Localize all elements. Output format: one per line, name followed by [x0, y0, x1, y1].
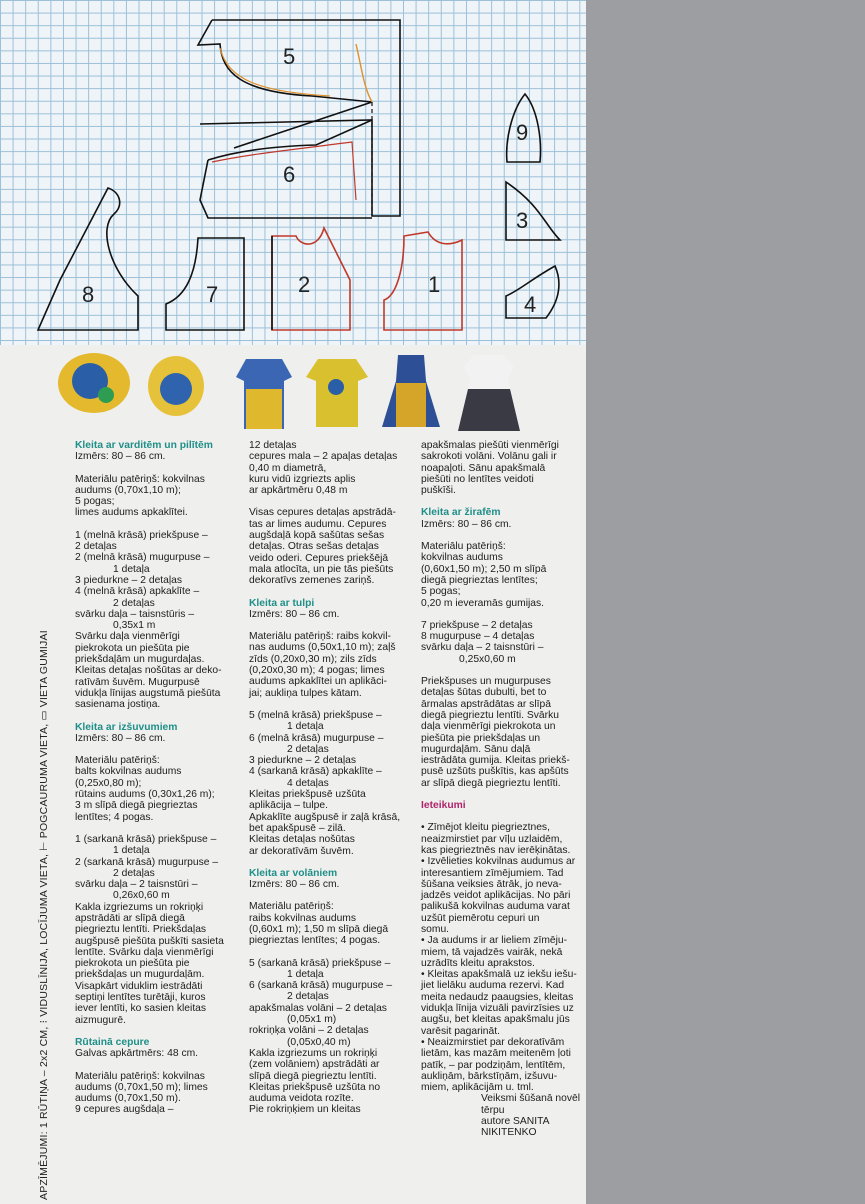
- text-column-1: [75, 440, 243, 1116]
- text-line: audums (0,70x1,10 m);: [75, 484, 181, 496]
- text-line: 2 detaļas: [75, 541, 117, 553]
- text-line: Kleitas detaļas nošūtas: [249, 834, 355, 846]
- text-line: 3 piedurkne – 2 detaļas: [249, 755, 357, 767]
- text-line: aukliņām, bārkstīņām, izšuvu-: [421, 1070, 558, 1082]
- text-line: noapaļoti. Sānu apakšmalā: [421, 462, 546, 474]
- text-line: kokvilnas audums: [421, 552, 503, 564]
- text-line: Materiālu patēriņš:: [249, 901, 334, 913]
- text-line: Izmērs: 80 – 86 cm.: [75, 732, 166, 744]
- text-line: bet apakšpusē – zilā.: [249, 822, 346, 834]
- text-line: aizmugurē.: [75, 1014, 126, 1026]
- text-line: 12 detaļas: [249, 440, 297, 451]
- text-line: audums (0,70x1,50 m).: [75, 1093, 181, 1105]
- text-line: 7 priekšpuse – 2 detaļas: [421, 619, 533, 631]
- text-line: ratīvām šuvēm. Mugurpusē: [75, 676, 200, 688]
- text-line: jai; aukliņa tulpes kātam.: [249, 687, 362, 699]
- text-line: pusē uzšūts puškītis, kas apšūts: [421, 766, 569, 778]
- text-line: Visas cepures detaļas apstrādā-: [249, 507, 396, 519]
- text-line: (zem volāniem) apstrādāti ar: [249, 1059, 380, 1071]
- text-line: tas ar limes audumu. Cepures: [249, 518, 387, 530]
- text-line: dekoratīvs zemenes zariņš.: [249, 575, 375, 587]
- text-line: šūšana veiksies ātrāk, jo neva-: [421, 878, 562, 890]
- spacer: [421, 530, 581, 541]
- text-line: interesantiem zīmējumiem. Tad: [421, 867, 564, 879]
- spacer: [421, 811, 581, 822]
- text-line: ar slīpā diegā piegrieztu lentīti.: [421, 777, 561, 789]
- sewing-patterns: [0, 0, 586, 345]
- text-line: ar dekoratīvām šuvēm.: [249, 845, 354, 857]
- section-heading: Kleita ar volāniem: [249, 867, 338, 879]
- text-line: aplikācija – tulpe.: [249, 800, 328, 812]
- text-line: Izmērs: 80 – 86 cm.: [421, 518, 512, 530]
- spacer: [249, 496, 409, 507]
- text-line: Kakla izgriezums un rokriņķi: [75, 901, 204, 913]
- section-heading: Kleita ar varditēm un pilītēm: [75, 440, 213, 451]
- spacer: [249, 857, 409, 868]
- text-line: augšdaļā kopā sašūtas sešas: [249, 530, 385, 542]
- text-line: vidukļa līnijas augstumā piešūta: [75, 687, 221, 699]
- text-line: Izmērs: 80 – 86 cm.: [75, 451, 166, 463]
- text-line: piešūti no lentītes veidoti: [421, 473, 534, 485]
- pattern-num-9: 9: [516, 120, 529, 145]
- text-line: apakšmalas volāni – 2 detaļas: [249, 1002, 387, 1014]
- dress-photo-4: [454, 347, 524, 433]
- text-line: 2 detaļas: [113, 597, 155, 609]
- text-line: 1 detaļa: [113, 563, 150, 575]
- text-line: • Kleitas apakšmalā uz iekšu iešu-: [421, 969, 577, 981]
- text-line: Materiālu patēriņš:: [421, 541, 506, 553]
- text-line: uzrādīts kleitu aprakstos.: [421, 957, 535, 969]
- dress-photo-1: [232, 349, 296, 433]
- text-line: augšu, bet kleitas apakšmalu jūs: [421, 1014, 570, 1026]
- text-line: svārku daļa – 2 taisnstūri –: [75, 879, 198, 891]
- text-line: (0,25x0,80 m);: [75, 777, 142, 789]
- text-line: piekrokota un piešūta pie: [75, 642, 190, 654]
- text-line: Materiālu patēriņš: kokvilnas: [75, 473, 205, 485]
- text-line: slīpā diegā piegrieztu lentīti.: [249, 1070, 377, 1082]
- text-line: 0,35x1 m: [113, 620, 156, 632]
- text-line: septiņi lentītes turētāji, kuros: [75, 992, 206, 1004]
- text-line: jadzēs veidot aplikācijas. No pāri: [421, 890, 571, 902]
- text-line: 1 (melnā krāsā) priekšpuse –: [75, 529, 208, 541]
- spacer: [75, 519, 243, 530]
- text-line: (0,60x1 m); 1,50 m slīpā diegā: [249, 923, 389, 935]
- section-heading: Kleita ar žirafēm: [421, 507, 501, 519]
- text-line: 8 mugurpuse – 4 detaļas: [421, 631, 535, 643]
- spacer: [75, 711, 243, 722]
- dress-photo-3: [378, 347, 444, 431]
- text-line: (0,05x0,40 m): [287, 1036, 351, 1048]
- text-line: audums apkaklītei un aplikāci-: [249, 676, 387, 688]
- text-line: Izmērs: 80 – 86 cm.: [249, 879, 340, 891]
- spacer: [421, 789, 581, 800]
- text-line: 2 detaļas: [287, 991, 329, 1003]
- section-heading: Rūtainā cepure: [75, 1036, 150, 1048]
- text-line: 1 detaļa: [287, 968, 324, 980]
- text-line: Izmērs: 80 – 86 cm.: [249, 608, 340, 620]
- text-line: Galvas apkārtmērs: 48 cm.: [75, 1048, 199, 1060]
- text-line: miem, aplikācijām u. tml.: [421, 1082, 534, 1094]
- text-line: 3 m slīpā diegā piegrieztas: [75, 800, 198, 812]
- text-line: 4 (melnā krāsā) apkaklīte –: [75, 586, 200, 598]
- text-line: 0,26x0,60 m: [113, 890, 170, 902]
- text-line: mugurdaļām. Sānu daļā: [421, 743, 531, 755]
- text-line: 6 (sarkanā krāsā) mugurpuse –: [249, 980, 393, 992]
- spacer: [421, 665, 581, 676]
- text-line: 0,25x0,60 m: [459, 653, 516, 665]
- spacer: [249, 587, 409, 598]
- text-line: • Zīmējot kleitu piegrieztnes,: [421, 822, 550, 834]
- text-line: 1 (sarkanā krāsā) priekšpuse –: [75, 833, 217, 845]
- text-line: piegrieztas lentītes; 4 pogas.: [249, 935, 381, 947]
- text-line: 5 (melnā krāsā) priekšpuse –: [249, 709, 382, 721]
- text-line: mala atlocīta, un pie tās piešūts: [249, 563, 394, 575]
- spacer: [249, 890, 409, 901]
- text-line: lietām, kas mazām meitenēm ļoti: [421, 1048, 571, 1060]
- text-line: 2 (sarkanā krāsā) mugurpuse –: [75, 856, 219, 868]
- text-line: 2 (melnā krāsā) mugurpuse –: [75, 552, 210, 564]
- spacer: [249, 699, 409, 710]
- text-line: svārku daļa – 2 taisnstūri –: [421, 642, 544, 654]
- text-line: rūtains audums (0,30x1,26 m);: [75, 789, 215, 801]
- hat-photo-1: [56, 349, 132, 417]
- text-line: sasienama jostiņa.: [75, 699, 161, 711]
- signature-line: Veiksmi šūšanā novēl tērpu: [481, 1093, 581, 1116]
- text-line: Materiālu patēriņš: raibs kokvil-: [249, 631, 391, 643]
- legend-side-text: APZĪMĒJUMI: 1 RŪTIŅA – 2x2 CM, ⁝ VIDUSLĪNIJA, LOCĪJUMA VIETA, ⊢ POGCAURUMA VIETA, ▭ VIETA GUMIJAI: [38, 630, 50, 1200]
- text-line: rokriņķa volāni – 2 detaļas: [249, 1025, 369, 1037]
- spacer: [75, 744, 243, 755]
- text-line: uzšūt piemērotu cepuri un: [421, 912, 540, 924]
- text-line: Priekšpuses un mugurpuses: [421, 676, 551, 688]
- pattern-num-7: 7: [206, 282, 219, 307]
- text-line: balts kokvilnas audums: [75, 766, 182, 778]
- spacer: [421, 609, 581, 620]
- text-line: iestrādāta gumija. Kleitas priekš-: [421, 755, 570, 767]
- text-line: patīk, – par podziņām, lentītēm,: [421, 1059, 566, 1071]
- spacer: [249, 620, 409, 631]
- text-line: Kleitas priekšpusē uzšūta no: [249, 1081, 381, 1093]
- text-line: ārmalas apstrādātas ar slīpā: [421, 698, 551, 710]
- text-line: Kleitas detaļas nošūtas ar deko-: [75, 665, 222, 677]
- spacer: [75, 1060, 243, 1071]
- text-line: detaļas. Otras sešas detaļas: [249, 541, 379, 553]
- hat-photo-2: [146, 353, 206, 419]
- text-line: Kakla izgriezums un rokriņķi: [249, 1047, 378, 1059]
- text-line: Apkaklīte augšpusē ir zaļā krāsā,: [249, 811, 401, 823]
- text-line: • Izvēlieties kokvilnas audumus ar: [421, 856, 576, 868]
- text-line: nas audums (0,50x1,10 m); zaļš: [249, 642, 396, 654]
- text-line: priekšdaļas un mugurdaļām.: [75, 969, 205, 981]
- text-line: kuru vidū izgriezts aplis: [249, 473, 356, 485]
- pattern-num-3: 3: [516, 208, 529, 233]
- text-line: 5 (sarkanā krāsā) priekšpuse –: [249, 957, 391, 969]
- text-line: audums (0,70x1,50 m); limes: [75, 1081, 208, 1093]
- pattern-num-2: 2: [298, 272, 311, 297]
- text-line: 1 detaļa: [287, 721, 324, 733]
- text-line: Visapkārt viduklim iestrādāti: [75, 980, 203, 992]
- text-line: diegā piegrieztu lentīti. Svārku: [421, 709, 559, 721]
- text-line: ar apkārtmēru 0,48 m: [249, 485, 348, 497]
- pattern-num-5: 5: [283, 44, 296, 69]
- text-line: Svārku daļa vienmērīgi: [75, 631, 180, 643]
- text-line: 9 cepures augšdaļa –: [75, 1104, 174, 1116]
- text-line: raibs kokvilnas audums: [249, 912, 357, 924]
- text-line: miem, tā vajadzēs vairāk, nekā: [421, 946, 563, 958]
- text-line: limes audums apkaklītei.: [75, 507, 188, 519]
- spacer: [75, 1026, 243, 1037]
- text-line: Materiālu patēriņš: kokvilnas: [75, 1070, 205, 1082]
- text-line: cepures mala – 2 apaļas detaļas: [249, 451, 398, 463]
- text-line: piešūta pie priekšdaļas un: [421, 732, 541, 744]
- text-line: meita nedaudz paaugsies, kleitas: [421, 991, 574, 1003]
- text-line: varēsit pagarināt.: [421, 1025, 500, 1037]
- text-line: puškīši.: [421, 485, 456, 497]
- section-heading: Kleita ar tulpi: [249, 597, 315, 609]
- text-line: augšpusē piešūta puškīti sasieta: [75, 935, 224, 947]
- text-line: detaļas šūtas dubulti, bet to: [421, 687, 547, 699]
- dress-photo-2: [302, 347, 372, 429]
- text-line: 2 detaļas: [287, 743, 329, 755]
- text-line: neaizmirstiet par vīļu uzlaidēm,: [421, 833, 563, 845]
- text-line: jiet lielāku auduma rezervi. Kad: [421, 980, 565, 992]
- text-line: sakrokoti volāni. Volānu gali ir: [421, 451, 557, 463]
- text-line: somu.: [421, 923, 450, 935]
- tips-heading: Ieteikumi: [421, 800, 466, 812]
- text-line: • Neaizmirstiet par dekoratīvām: [421, 1036, 565, 1048]
- text-column-2: [249, 440, 409, 1116]
- spacer: [75, 463, 243, 474]
- text-line: 0,20 m ieveramās gumijas.: [421, 597, 545, 609]
- photo-strip: [0, 345, 586, 440]
- text-line: vidukļa līnija vizuāli pavirzīsies uz: [421, 1003, 574, 1015]
- pattern-num-8: 8: [82, 282, 95, 307]
- text-line: 5 pogas;: [75, 496, 115, 508]
- text-line: apstrādāti ar slīpā diegā: [75, 912, 185, 924]
- text-line: 4 (sarkanā krāsā) apkaklīte –: [249, 766, 382, 778]
- text-line: 0,40 m diametrā,: [249, 462, 327, 474]
- text-line: veido oderi. Cepures priekšējā: [249, 552, 389, 564]
- text-line: priekšdaļām un mugurdaļas.: [75, 654, 205, 666]
- text-line: apakšmalas piešūti vienmērīgi: [421, 440, 559, 451]
- pattern-num-4: 4: [524, 292, 537, 317]
- text-line: • Ja audums ir ar lieliem zīmēju-: [421, 935, 568, 947]
- text-line: Pie rokriņķiem un kleitas: [249, 1104, 361, 1116]
- text-line: daļa vienmērīgi piekrokota un: [421, 721, 556, 733]
- text-line: lentītes; 4 pogas.: [75, 811, 154, 823]
- text-line: lentīte. Svārku daļa vienmērīgi: [75, 946, 214, 958]
- text-line: 1 detaļa: [113, 845, 150, 857]
- text-line: 4 detaļas: [287, 777, 329, 789]
- text-line: 2 detaļas: [113, 867, 155, 879]
- text-line: (0,20x0,30 m); 4 pogas; limes: [249, 665, 385, 677]
- text-line: piekrokota un piešūta pie: [75, 958, 190, 970]
- text-line: piegrieztu lentīti. Priekšdaļas: [75, 924, 207, 936]
- text-line: auduma veidota rozīte.: [249, 1093, 354, 1105]
- text-line: (0,05x1 m): [287, 1014, 337, 1026]
- section-heading: Kleita ar izšuvumiem: [75, 721, 178, 733]
- text-line: diegā piegrieztas lentītes;: [421, 574, 538, 586]
- text-line: 3 piedurkne – 2 detaļas: [75, 574, 183, 586]
- text-line: zīds (0,20x0,30 m); zils zīds: [249, 653, 377, 665]
- pattern-num-1: 1: [428, 272, 441, 297]
- text-line: palikušā kokvilnas auduma varat: [421, 901, 570, 913]
- text-line: svārku daļa – taisnstūris –: [75, 608, 195, 620]
- text-line: (0,60x1,50 m); 2,50 m slīpā: [421, 563, 547, 575]
- spacer: [249, 947, 409, 958]
- text-line: 5 pogas;: [421, 586, 461, 598]
- spacer: [75, 823, 243, 834]
- text-line: iever lentīti, ko sasien kleitas: [75, 1003, 207, 1015]
- text-line: 6 (melnā krāsā) mugurpuse –: [249, 732, 384, 744]
- text-line: Materiālu patēriņš:: [75, 755, 160, 767]
- signature-line: autore SANITA NIKITENKO: [481, 1116, 549, 1139]
- pattern-num-6: 6: [283, 162, 296, 187]
- text-column-3: [421, 440, 581, 1139]
- text-line: kas piegrieztnēs nav ierēķinātas.: [421, 844, 571, 856]
- text-line: Kleitas priekšpusē uzšūta: [249, 789, 366, 801]
- spacer: [421, 496, 581, 507]
